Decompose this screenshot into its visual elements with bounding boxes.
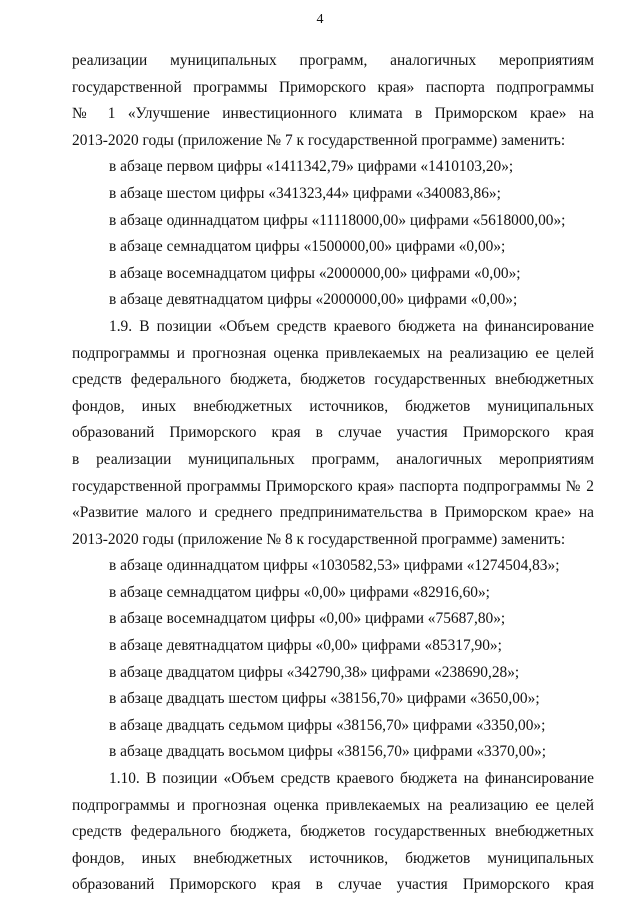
text-line: реализации муниципальных программ, аналогичных мероприятиям <box>72 52 594 69</box>
text-line: в абзаце одиннадцатом цифры «11118000,00» цифрами «5618000,00»; <box>109 211 566 229</box>
text-line: в абзаце двадцать восьмом цифры «38156,70» цифрами «3370,00»; <box>109 743 547 761</box>
text-line: в абзаце одиннадцатом цифры «1030582,53» цифрами «1274504,83»; <box>109 557 560 575</box>
text-line: «Развитие малого и среднего предпринимательства в Приморском крае» на <box>72 504 594 522</box>
text-line: в абзаце семнадцатом цифры «1500000,00» цифрами «0,00»; <box>109 238 506 256</box>
document-body <box>72 48 594 899</box>
text-line: государственной программы Приморского края» паспорта подпрограммы № 2 <box>72 477 594 495</box>
text-line: в абзаце семнадцатом цифры «0,00» цифрами «82916,60»; <box>109 583 490 601</box>
text-line: подпрограммы и прогнозная оценка привлекаемых на реализацию ее целей <box>72 796 594 814</box>
text-line: средств федерального бюджета, бюджетов государственных внебюджетных <box>72 823 594 841</box>
text-line: 2013-2020 годы (приложение № 8 к государственной программе) заменить: <box>72 530 566 548</box>
text-line: 2013-2020 годы (приложение № 7 к государственной программе) заменить: <box>72 131 566 149</box>
page-number: 4 <box>316 12 324 27</box>
text-line: государственной программы Приморского края» паспорта подпрограммы <box>72 78 594 96</box>
text-line: 1.9. В позиции «Объем средств краевого бюджета на финансирование <box>109 317 594 335</box>
text-line: в абзаце первом цифры «1411342,79» цифрами «1410103,20»; <box>109 158 514 176</box>
text-line: фондов, иных внебюджетных источников, бюджетов муниципальных <box>72 849 594 867</box>
text-line: в абзаце двадцать шестом цифры «38156,70» цифрами «3650,00»; <box>109 690 540 708</box>
text-line: образований Приморского края в случае участия Приморского края <box>72 876 594 894</box>
text-line: в абзаце восемнадцатом цифры «2000000,00» цифрами «0,00»; <box>109 264 521 282</box>
text-line: образований Приморского края в случае участия Приморского края <box>72 424 594 442</box>
text-line: фондов, иных внебюджетных источников, бюджетов муниципальных <box>72 397 594 415</box>
text-line: в реализации муниципальных программ, аналогичных мероприятиям <box>72 450 594 468</box>
text-line: в абзаце двадцатом цифры «342790,38» цифрами «238690,28»; <box>109 663 520 681</box>
text-line: в абзаце девятнадцатом цифры «0,00» цифрами «85317,90»; <box>109 637 502 655</box>
text-line: подпрограммы и прогнозная оценка привлекаемых на реализацию ее целей <box>72 344 594 362</box>
text-line: средств федерального бюджета, бюджетов государственных внебюджетных <box>72 371 594 389</box>
text-line: в абзаце двадцать седьмом цифры «38156,70» цифрами «3350,00»; <box>109 716 546 734</box>
text-line: в абзаце восемнадцатом цифры «0,00» цифрами «75687,80»; <box>109 610 506 628</box>
text-line: в абзаце шестом цифры «341323,44» цифрами «340083,86»; <box>109 184 501 202</box>
text-line: в абзаце девятнадцатом цифры «2000000,00» цифрами «0,00»; <box>109 291 518 309</box>
text-line: 1.10. В позиции «Объем средств краевого бюджета на финансирование <box>109 770 594 788</box>
text-line: № 1 «Улучшение инвестиционного климата в Приморском крае» на <box>72 105 594 123</box>
